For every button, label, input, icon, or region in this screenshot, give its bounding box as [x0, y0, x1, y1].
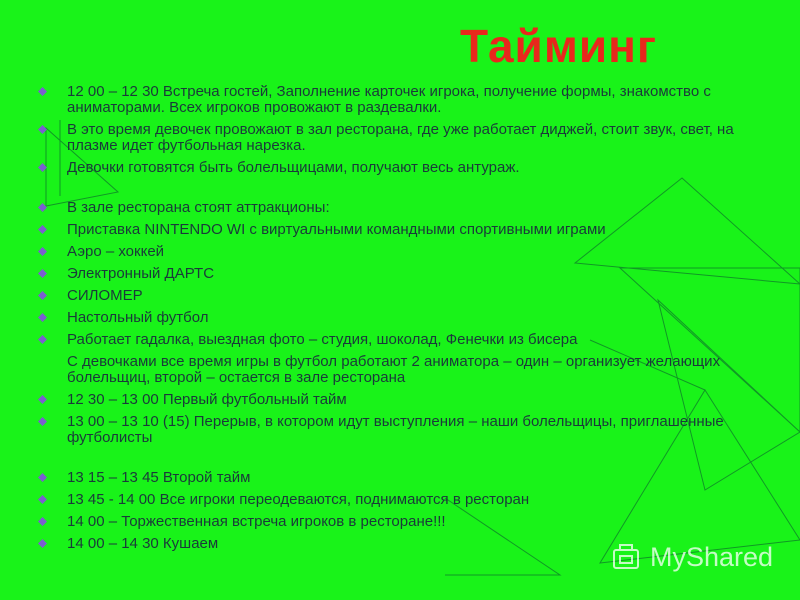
watermark-text: MyShared [650, 541, 774, 572]
list-item-text: 14 00 – Торжественная встреча игроков в ресторане!!! [67, 513, 446, 530]
list-item-text: 12 00 – 12 30 Встреча гостей, Заполнение карточек игрока, получение формы, знакомство с аниматорами. Всех игроков провожают в раздевалки. [67, 83, 711, 116]
list-item [38, 288, 778, 304]
diamond-bullet-icon [38, 417, 47, 426]
list-item-text: 13 00 – 13 10 (15) Перерыв, в котором идут выступления – наши болельщицы, приглашенные футболисты [67, 413, 724, 446]
list-item-text: Девочки готовятся быть болельщицами, получают весь антураж. [67, 159, 520, 176]
timing-list [38, 84, 778, 558]
diamond-bullet-icon [38, 163, 47, 172]
diamond-bullet-icon [38, 539, 47, 548]
page-title: Тайминг [460, 20, 658, 72]
list-item-text: В это время девочек провожают в зал ресторана, где уже работает диджей, стоит звук, свет, на плазме идет футбольная нарезка. [67, 121, 734, 154]
list-item-text: СИЛОМЕР [67, 287, 143, 304]
list-item-text: С девочками все время игры в футбол работают 2 аниматора – один – организует желающих болельщиц, второй – остается в зале ресторана [67, 353, 721, 386]
list-item-text: 13 15 – 13 45 Второй тайм [67, 469, 251, 486]
diamond-bullet-icon [38, 495, 47, 504]
list-item [38, 160, 778, 176]
diamond-bullet-icon [38, 517, 47, 526]
diamond-bullet-icon [38, 269, 47, 278]
list-item-text: Аэро – хоккей [67, 243, 165, 260]
list-item [38, 244, 778, 260]
list-item [38, 182, 778, 200]
diamond-bullet-icon [38, 395, 47, 404]
list-item-text: Приставка NINTENDO WI с виртуальными командными спортивными играми [67, 221, 606, 238]
diamond-bullet-icon [38, 225, 47, 234]
diamond-bullet-icon [38, 87, 47, 96]
list-item [38, 222, 778, 238]
watermark [610, 538, 773, 576]
diamond-bullet-icon [38, 473, 47, 482]
list-item-text: Электронный ДАРТС [67, 265, 215, 282]
list-item [38, 452, 778, 470]
list-item [38, 332, 778, 348]
list-item-text: Настольный футбол [67, 309, 209, 326]
list-item-text: 14 00 – 14 30 Кушаем [67, 535, 219, 552]
myshared-logo-icon [610, 540, 644, 574]
diamond-bullet-icon [38, 291, 47, 300]
diamond-bullet-icon [38, 125, 47, 134]
diamond-bullet-icon [38, 203, 47, 212]
list-item [38, 200, 778, 216]
list-item [38, 414, 778, 446]
diamond-bullet-icon [38, 335, 47, 344]
list-item [38, 470, 778, 486]
list-item [38, 354, 778, 386]
list-item [38, 392, 778, 408]
list-item-text: В зале ресторана стоят аттракционы: [67, 199, 330, 216]
diamond-bullet-icon [38, 247, 47, 256]
list-item [38, 514, 778, 530]
list-item [38, 84, 778, 116]
diamond-bullet-icon [38, 313, 47, 322]
list-item [38, 266, 778, 282]
list-item [38, 122, 778, 154]
list-item [38, 492, 778, 508]
list-item-text: 13 45 - 14 00 Все игроки переодеваются, поднимаются в ресторан [67, 491, 530, 508]
list-item [38, 310, 778, 326]
list-item-text: 12 30 – 13 00 Первый футбольный тайм [67, 391, 347, 408]
list-item-text: Работает гадалка, выездная фото – студия, шоколад, Фенечки из бисера [67, 331, 578, 348]
